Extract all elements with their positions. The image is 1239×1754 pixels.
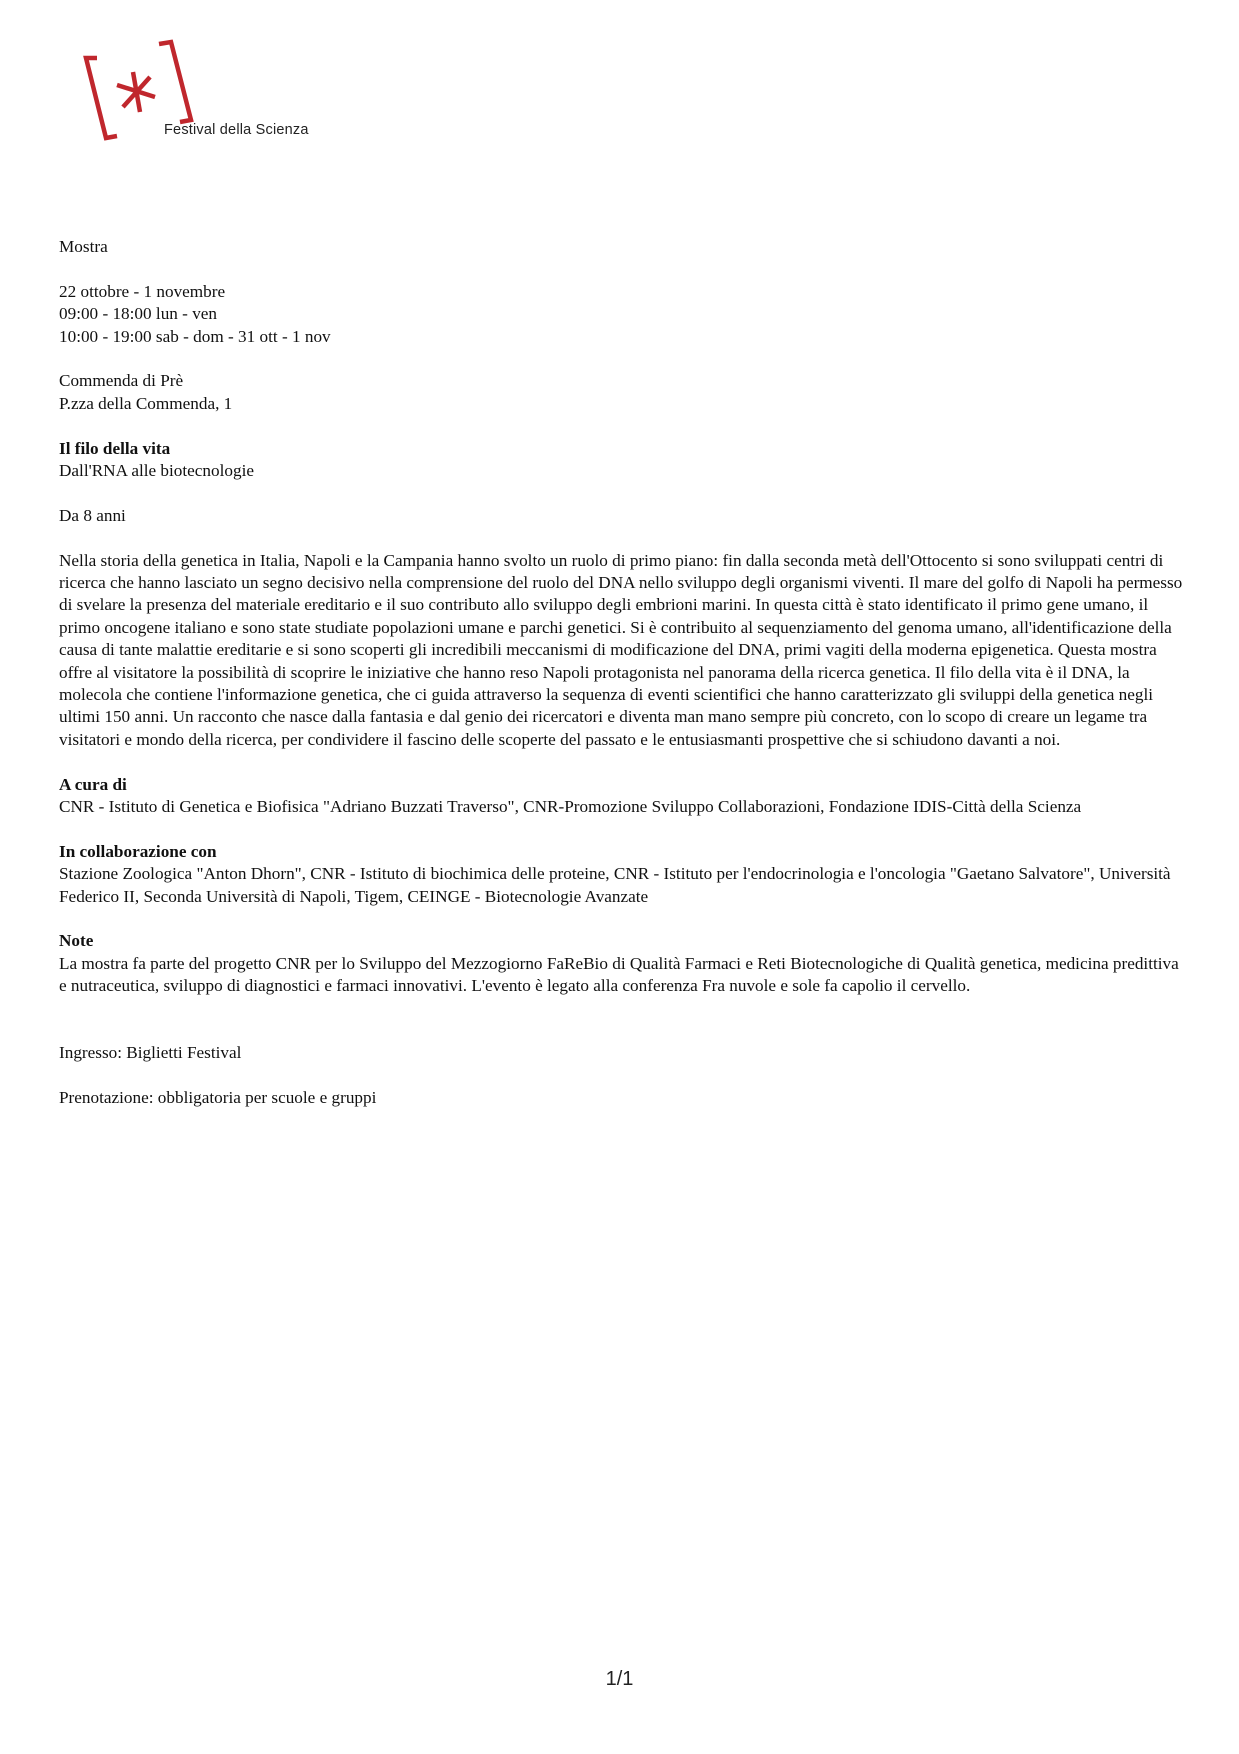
event-schedule [59, 281, 1189, 348]
event-type: Mostra [59, 237, 108, 256]
event-hours-weekend: 10:00 - 19:00 sab - dom - 31 ott - 1 nov [59, 326, 331, 346]
prenotazione-info: Prenotazione: obbligatoria per scuole e gruppi [59, 1088, 377, 1108]
venue-address: P.zza della Commenda, 1 [59, 393, 233, 413]
note-section [59, 930, 1189, 997]
note-heading: Note [59, 931, 94, 951]
curated-by-text: CNR - Istituto di Genetica e Biofisica "Adriano Buzzati Traverso", CNR-Promozione Sviluppo Collaborazioni, Fondazione IDIS-Città della Scienza [59, 797, 1082, 817]
event-venue [59, 370, 1189, 415]
collaboration-heading: In collaborazione con [59, 841, 217, 861]
event-dates: 22 ottobre - 1 novembre [59, 281, 226, 301]
venue-name: Commenda di Prè [59, 371, 184, 391]
festival-name: Festival della Scienza [164, 122, 309, 138]
note-text: La mostra fa parte del progetto CNR per lo Sviluppo del Mezzogiorno FaReBio di Qualità Farmaci e Reti Biotecnologiche di Qualità genetica, medicina predittiva e nutraceutica, sviluppo di diagnostici e farmaci innovativi. L'evento è legato alla conferenza Fra nuvole e sole fa capolio il cervello. [59, 953, 1179, 996]
collaboration-text: Stazione Zoologica "Anton Dhorn", CNR - Istituto di biochimica delle proteine, CNR - Istituto per l'endocrinologia e l'oncologia "Gaetano Salvatore", Università Federico II, Seconda Università di Napoli, Tigem, CEINGE - Biotecnologie Avanzate [59, 864, 1171, 906]
event-hours-weekday: 09:00 - 18:00 lun - ven [59, 304, 218, 324]
event-document [59, 236, 1189, 1132]
event-heading [59, 438, 1189, 483]
festival-logo [80, 36, 340, 146]
event-subtitle: Dall'RNA alle biotecnologie [59, 461, 254, 481]
collaboration-section [59, 841, 1189, 908]
ingresso-info: Ingresso: Biglietti Festival [59, 1043, 242, 1063]
event-description: Nella storia della genetica in Italia, Napoli e la Campania hanno svolto un ruolo di primo piano: fin dalla seconda metà dell'Ottocento si sono sviluppati centri di ricerca che hanno lasciato un segno decisivo nella comprensione del ruolo del DNA nello sviluppo degli organismi viventi. Il mare del golfo di Napoli ha permesso di svelare la presenza del materiale ereditario e il suo contributo allo sviluppo degli embrioni marini. In questa città è stato identificato il primo gene umano, il primo oncogene italiano e sono state studiate popolazioni umane e parchi genetici. Si è contribuito al sequenziamento del genoma umano, all'identificazione della causa di tante malattie ereditarie e si sono scoperti gli incredibili meccanismi di modificazione del DNA, primi vagiti della moderna epigenetica. Questa mostra offre al visitatore la possibilità di scoprire le iniziative che hanno reso Napoli protagonista nel panorama della ricerca genetica. Il filo della vita è il DNA, la molecola che contiene l'informazione genetica, che ci guida attraverso la sequenza di eventi scientifici che hanno caratterizzato gli sviluppi della genetica negli ultimi 150 anni. Un racconto che nasce dalla fantasia e dal genio dei ricercatori e diventa man mano sempre più concreto, con lo scopo di creare un legame tra visitatori e mondo della ricerca, per condividere il fascino delle scoperte del passato e le entusiasmanti prospettive che si schiudono davanti a noi. [59, 550, 1183, 749]
curated-by-section [59, 774, 1189, 819]
page-number: 1/1 [605, 1668, 634, 1690]
event-title: Il filo della vita [59, 438, 171, 458]
curated-by-heading: A cura di [59, 774, 127, 794]
spacer [59, 1020, 1189, 1042]
event-age: Da 8 anni [59, 505, 126, 525]
